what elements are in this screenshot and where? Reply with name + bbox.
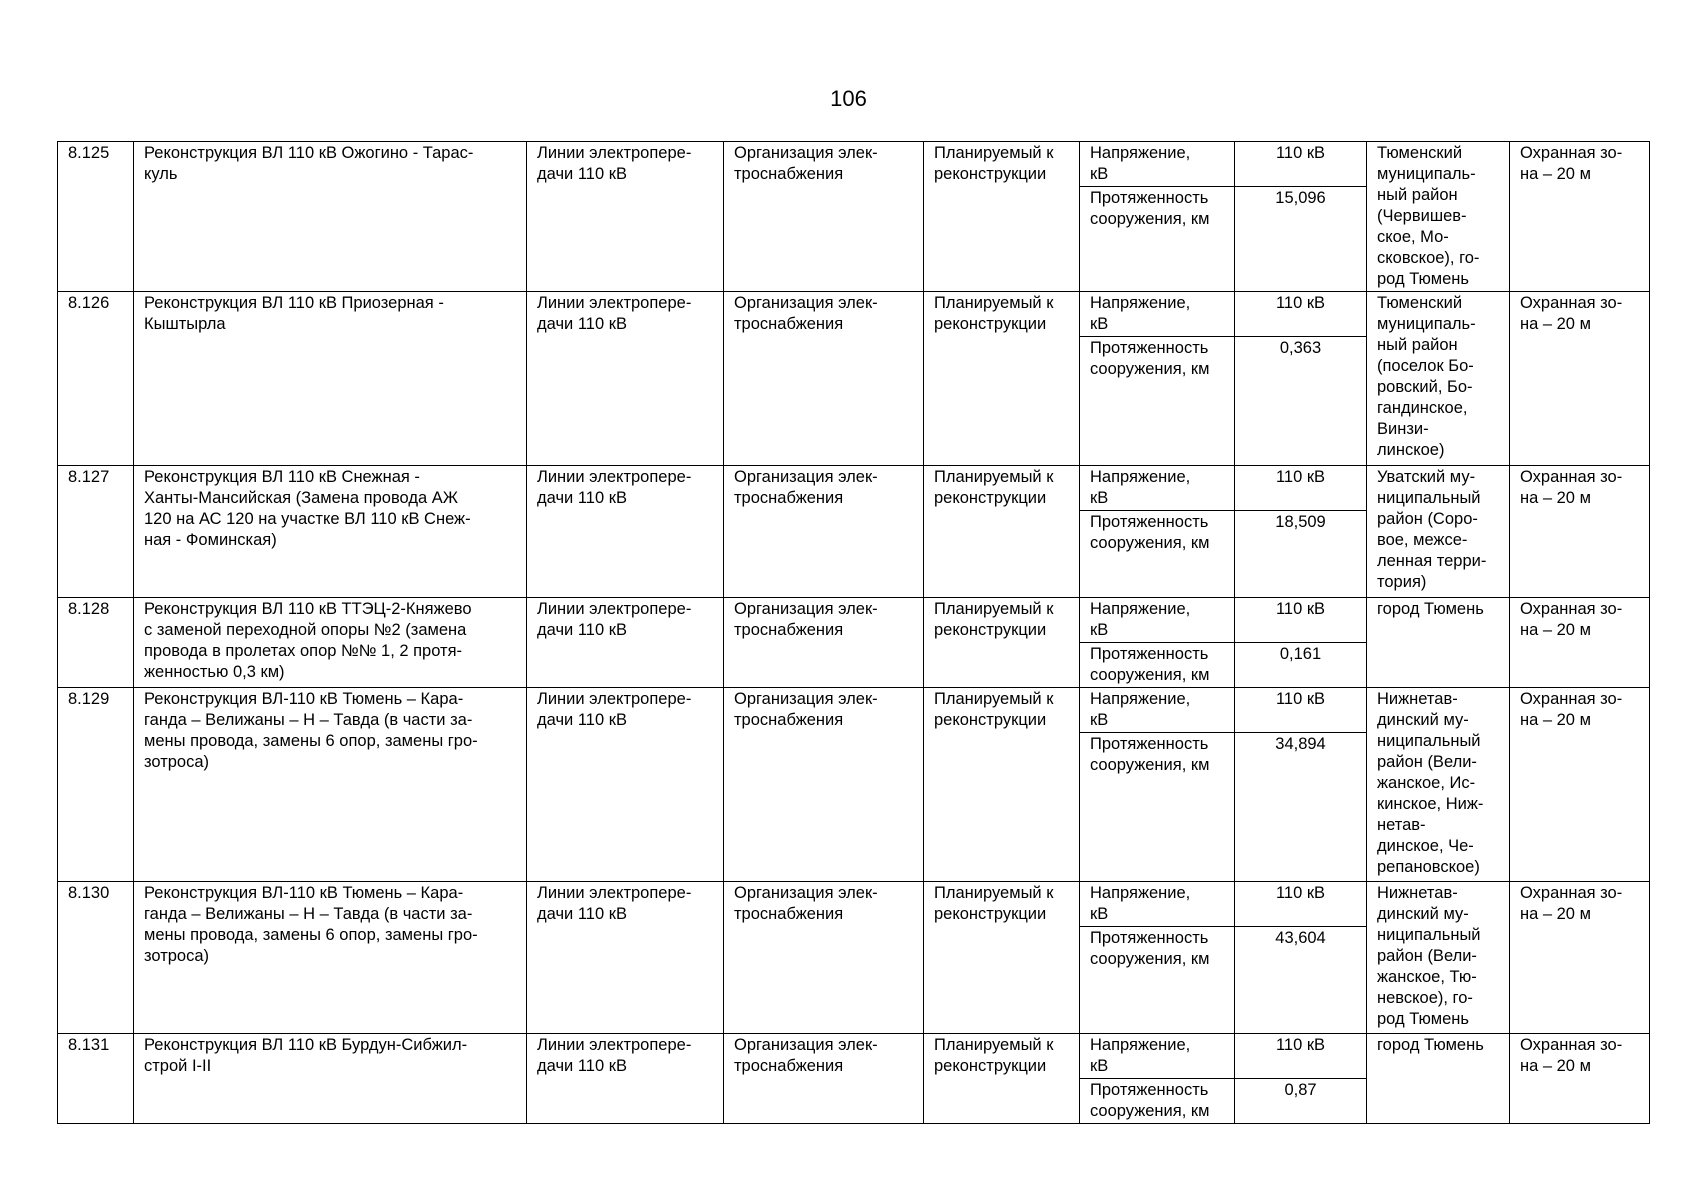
item-status: Планируемый к реконструкции (924, 598, 1080, 688)
protection-zone: Охранная зо- на – 20 м (1510, 688, 1650, 882)
item-purpose: Организация элек- троснабжения (724, 598, 924, 688)
item-type: Линии электропере- дачи 110 кВ (527, 292, 724, 466)
item-type: Линии электропере- дачи 110 кВ (527, 598, 724, 688)
length-value: 34,894 (1235, 733, 1367, 882)
protection-zone: Охранная зо- на – 20 м (1510, 466, 1650, 598)
length-label: Протяженность сооружения, км (1080, 511, 1235, 598)
item-number: 8.128 (58, 598, 134, 688)
protection-zone: Охранная зо- на – 20 м (1510, 598, 1650, 688)
voltage-label: Напряжение, кВ (1080, 882, 1235, 927)
voltage-label: Напряжение, кВ (1080, 292, 1235, 337)
item-number: 8.130 (58, 882, 134, 1034)
item-purpose: Организация элек- троснабжения (724, 466, 924, 598)
protection-zone: Охранная зо- на – 20 м (1510, 292, 1650, 466)
item-location: город Тюмень (1367, 1034, 1510, 1124)
table-row (58, 1034, 1650, 1079)
item-status: Планируемый к реконструкции (924, 882, 1080, 1034)
item-purpose: Организация элек- троснабжения (724, 1034, 924, 1124)
voltage-value: 110 кВ (1235, 466, 1367, 511)
table-row (58, 882, 1650, 927)
item-type: Линии электропере- дачи 110 кВ (527, 1034, 724, 1124)
table-body (58, 142, 1650, 1124)
protection-zone: Охранная зо- на – 20 м (1510, 882, 1650, 1034)
item-location: город Тюмень (1367, 598, 1510, 688)
length-label: Протяженность сооружения, км (1080, 337, 1235, 466)
length-value: 0,161 (1235, 643, 1367, 688)
voltage-value: 110 кВ (1235, 1034, 1367, 1079)
item-type: Линии электропере- дачи 110 кВ (527, 466, 724, 598)
voltage-label: Напряжение, кВ (1080, 1034, 1235, 1079)
length-value: 0,87 (1235, 1079, 1367, 1124)
voltage-label: Напряжение, кВ (1080, 688, 1235, 733)
voltage-value: 110 кВ (1235, 882, 1367, 927)
item-location: Тюменский муниципаль- ный район (поселок Бо- ровский, Бо- гандинское, Винзи- линское) (1367, 292, 1510, 466)
length-label: Протяженность сооружения, км (1080, 733, 1235, 882)
voltage-label: Напряжение, кВ (1080, 598, 1235, 643)
voltage-value: 110 кВ (1235, 598, 1367, 643)
table-row (58, 142, 1650, 187)
table-row (58, 598, 1650, 643)
length-label: Протяженность сооружения, км (1080, 1079, 1235, 1124)
length-label: Протяженность сооружения, км (1080, 643, 1235, 688)
item-number: 8.129 (58, 688, 134, 882)
voltage-label: Напряжение, кВ (1080, 142, 1235, 187)
item-purpose: Организация элек- троснабжения (724, 142, 924, 292)
item-name: Реконструкция ВЛ 110 кВ Ожогино - Тарас- куль (134, 142, 527, 292)
item-name: Реконструкция ВЛ 110 кВ Снежная - Ханты-Мансийская (Замена провода АЖ 120 на АС 120 на участке ВЛ 110 кВ Снеж- ная - Фоминская) (134, 466, 527, 598)
item-name: Реконструкция ВЛ-110 кВ Тюмень – Кара- ганда – Велижаны – Н – Тавда (в части за- мены провода, замены 6 опор, замены гро- зотроса) (134, 882, 527, 1034)
table-row (58, 688, 1650, 733)
voltage-value: 110 кВ (1235, 688, 1367, 733)
voltage-value: 110 кВ (1235, 142, 1367, 187)
length-label: Протяженность сооружения, км (1080, 927, 1235, 1034)
item-purpose: Организация элек- троснабжения (724, 292, 924, 466)
item-name: Реконструкция ВЛ 110 кВ Приозерная - Кыштырла (134, 292, 527, 466)
item-number: 8.126 (58, 292, 134, 466)
item-number: 8.131 (58, 1034, 134, 1124)
item-type: Линии электропере- дачи 110 кВ (527, 688, 724, 882)
item-location: Уватский му- ниципальный район (Соро- вое, межсе- ленная терри- тория) (1367, 466, 1510, 598)
item-number: 8.127 (58, 466, 134, 598)
item-purpose: Организация элек- троснабжения (724, 882, 924, 1034)
item-name: Реконструкция ВЛ 110 кВ ТТЭЦ-2-Княжево с заменой переходной опоры №2 (замена провода в пролетах опор №№ 1, 2 протя- женностью 0,3 км) (134, 598, 527, 688)
item-type: Линии электропере- дачи 110 кВ (527, 142, 724, 292)
item-type: Линии электропере- дачи 110 кВ (527, 882, 724, 1034)
voltage-value: 110 кВ (1235, 292, 1367, 337)
item-status: Планируемый к реконструкции (924, 142, 1080, 292)
length-value: 0,363 (1235, 337, 1367, 466)
length-value: 18,509 (1235, 511, 1367, 598)
length-value: 15,096 (1235, 187, 1367, 292)
length-label: Протяженность сооружения, км (1080, 187, 1235, 292)
item-location: Нижнетав- динский му- ниципальный район (Вели- жанское, Ис- кинское, Ниж- нетав- динское, Че- репановское) (1367, 688, 1510, 882)
item-name: Реконструкция ВЛ 110 кВ Бурдун-Сибжил- строй I-II (134, 1034, 527, 1124)
item-status: Планируемый к реконструкции (924, 1034, 1080, 1124)
protection-zone: Охранная зо- на – 20 м (1510, 1034, 1650, 1124)
item-location: Тюменский муниципаль- ный район (Червишев- ское, Мо- сковское), го- род Тюмень (1367, 142, 1510, 292)
item-status: Планируемый к реконструкции (924, 688, 1080, 882)
protection-zone: Охранная зо- на – 20 м (1510, 142, 1650, 292)
table-row (58, 292, 1650, 337)
item-name: Реконструкция ВЛ-110 кВ Тюмень – Кара- ганда – Велижаны – Н – Тавда (в части за- мены провода, замены 6 опор, замены гро- зотроса) (134, 688, 527, 882)
item-purpose: Организация элек- троснабжения (724, 688, 924, 882)
item-location: Нижнетав- динский му- ниципальный район (Вели- жанское, Тю- невское), го- род Тюмень (1367, 882, 1510, 1034)
item-status: Планируемый к реконструкции (924, 292, 1080, 466)
facilities-table (57, 141, 1650, 1124)
voltage-label: Напряжение, кВ (1080, 466, 1235, 511)
item-status: Планируемый к реконструкции (924, 466, 1080, 598)
table-row (58, 466, 1650, 511)
length-value: 43,604 (1235, 927, 1367, 1034)
item-number: 8.125 (58, 142, 134, 292)
page-number: 106 (830, 86, 867, 111)
